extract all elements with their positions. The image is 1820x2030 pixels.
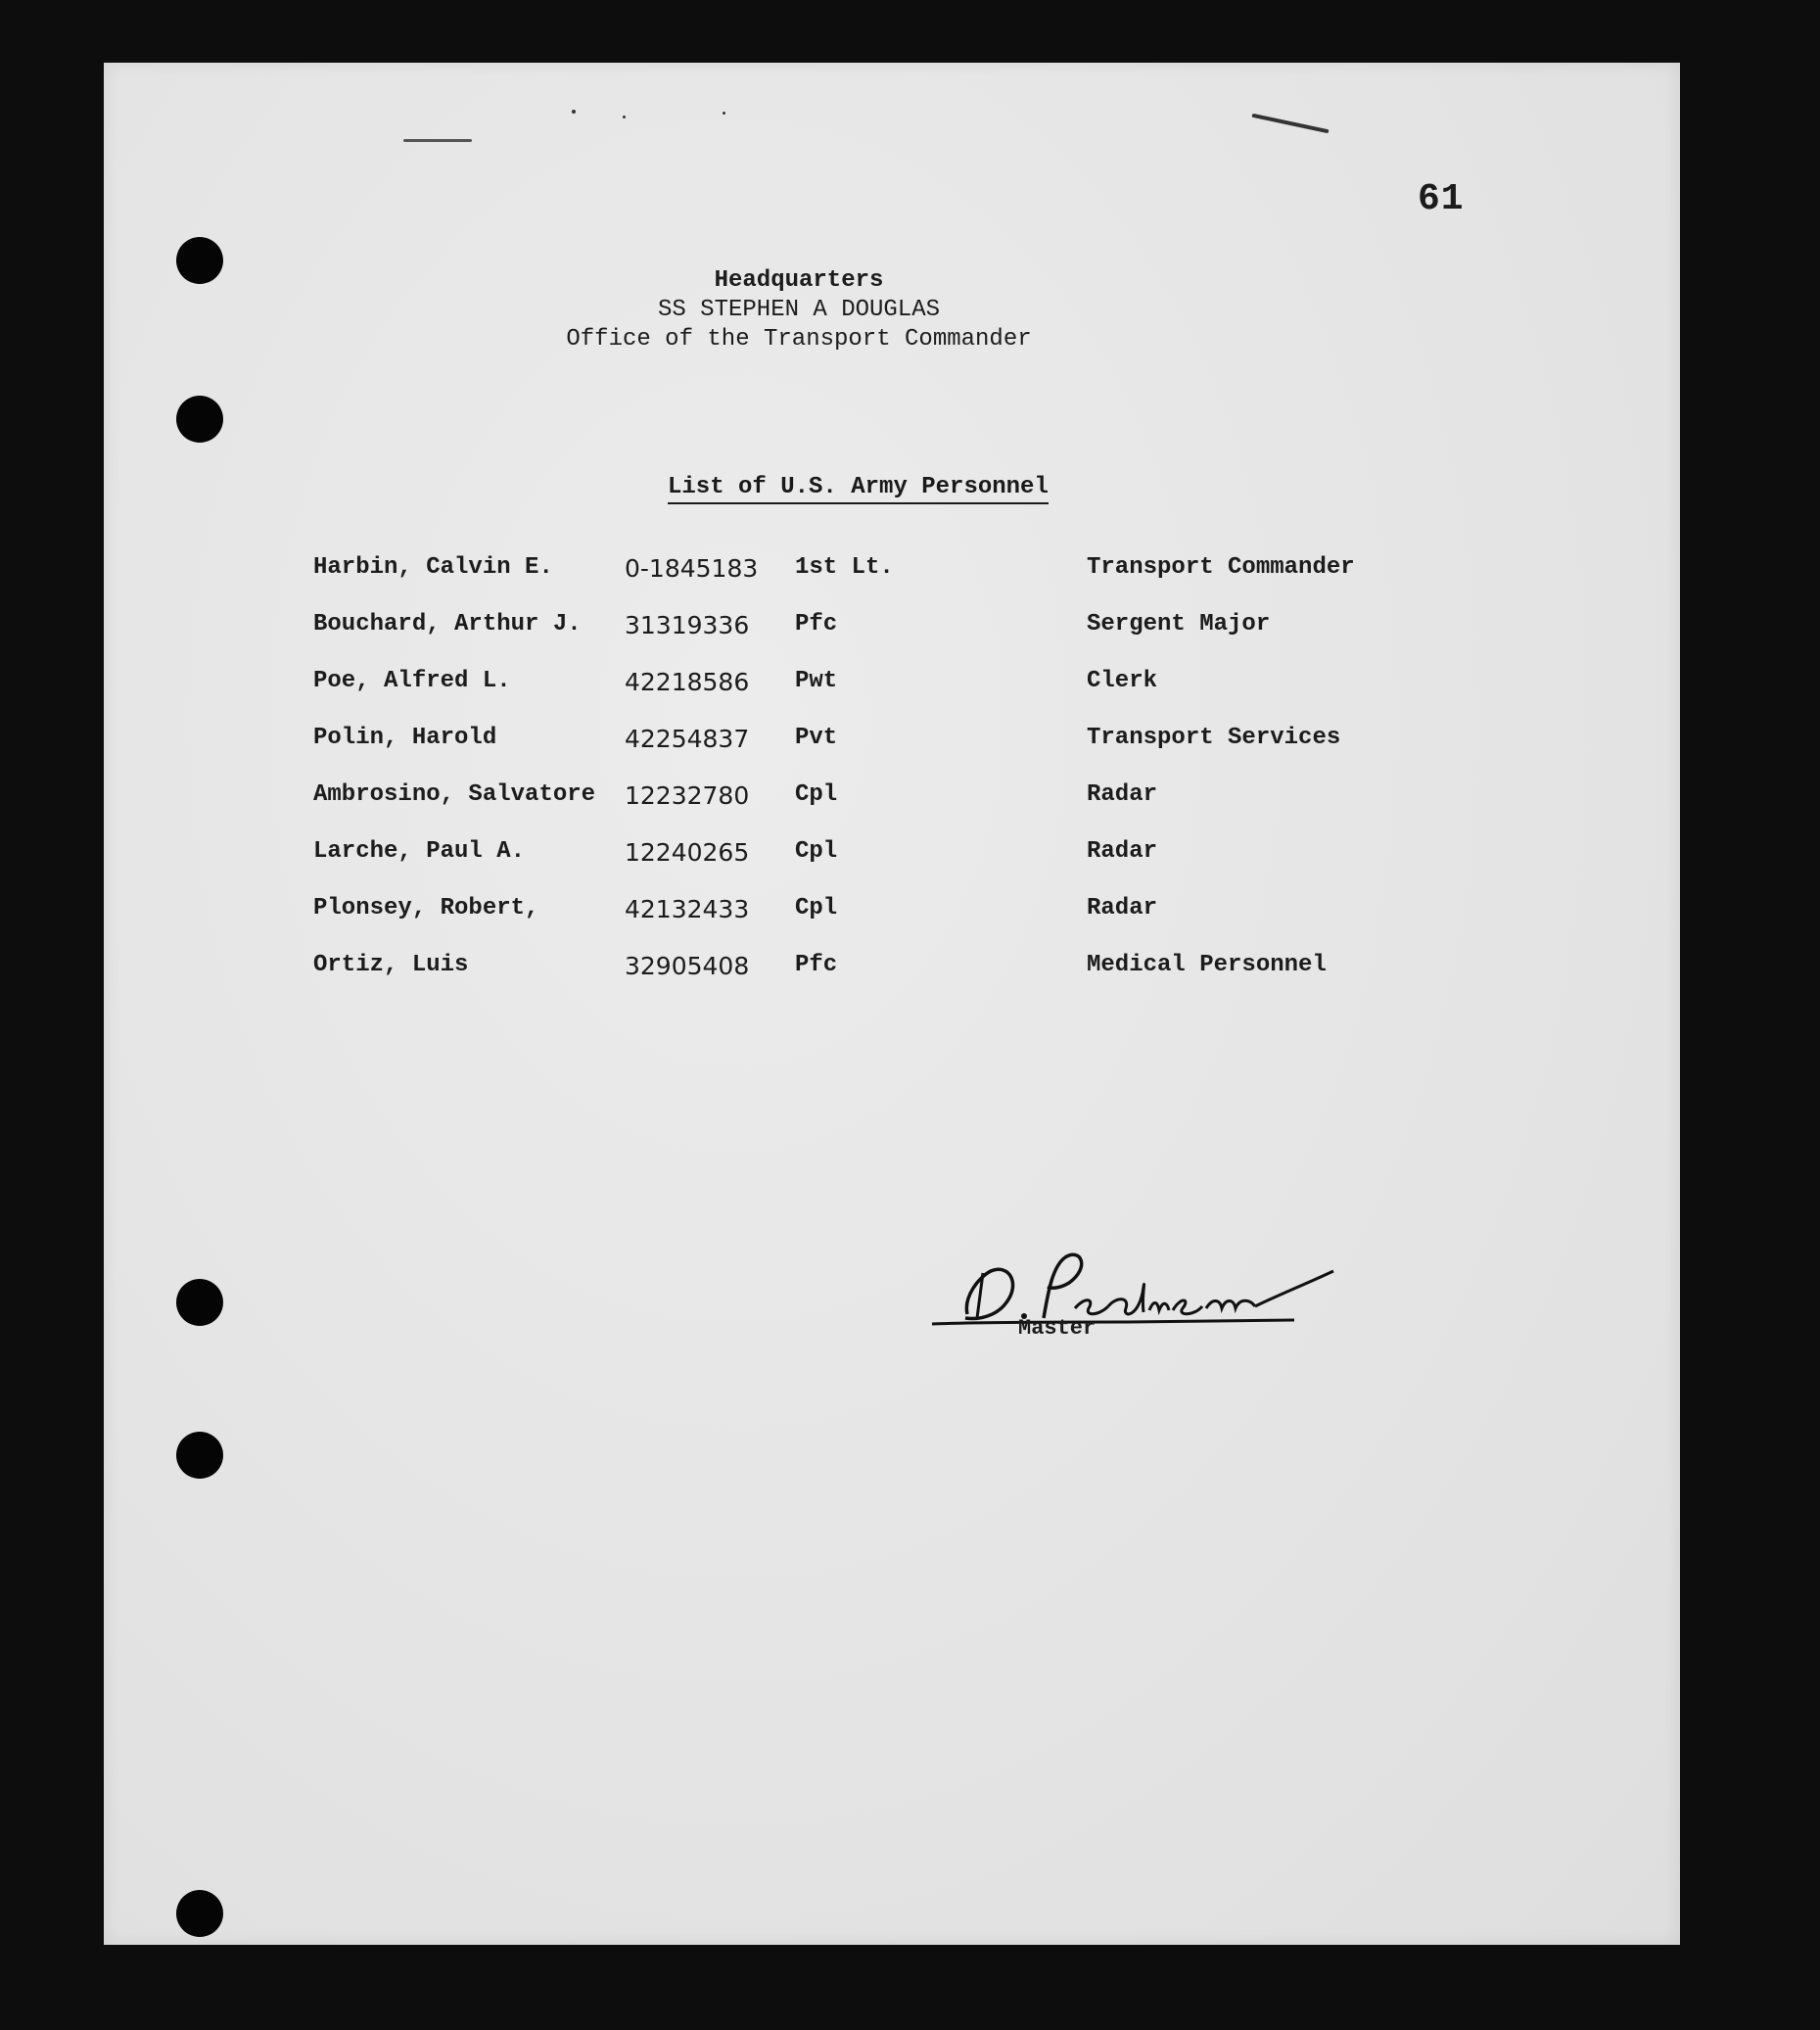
personnel-duty: Medical Personnel bbox=[1087, 952, 1327, 978]
personnel-name: Polin, Harold bbox=[313, 725, 497, 751]
personnel-rank: Cpl bbox=[795, 895, 838, 921]
personnel-rank: Cpl bbox=[795, 781, 838, 808]
personnel-duty: Transport Commander bbox=[1087, 554, 1355, 581]
personnel-serial: 42132433 bbox=[625, 895, 750, 923]
personnel-rank: Pfc bbox=[795, 611, 838, 637]
personnel-rank: Pfc bbox=[795, 952, 838, 978]
punch-hole bbox=[176, 1432, 223, 1479]
list-title: List of U.S. Army Personnel bbox=[668, 474, 1049, 504]
personnel-duty: Radar bbox=[1087, 895, 1158, 921]
header-office: Office of the Transport Commander bbox=[566, 326, 1032, 353]
personnel-serial: 12232780 bbox=[625, 781, 750, 810]
header-headquarters: Headquarters bbox=[714, 267, 884, 294]
handwritten-signature bbox=[922, 1238, 1431, 1345]
personnel-name: Bouchard, Arthur J. bbox=[313, 611, 582, 637]
personnel-rank: Pwt bbox=[795, 668, 838, 694]
punch-hole bbox=[176, 1279, 223, 1326]
personnel-duty: Radar bbox=[1087, 838, 1158, 865]
punch-hole bbox=[176, 396, 223, 443]
header-ship-name: SS STEPHEN A DOUGLAS bbox=[657, 297, 941, 323]
personnel-name: Plonsey, Robert, bbox=[313, 895, 539, 921]
personnel-rank: 1st Lt. bbox=[795, 554, 894, 581]
personnel-serial: 32905408 bbox=[625, 952, 750, 980]
page-number: 61 bbox=[1418, 178, 1465, 220]
personnel-name: Poe, Alfred L. bbox=[313, 668, 511, 694]
personnel-duty: Clerk bbox=[1087, 668, 1158, 694]
personnel-name: Ambrosino, Salvatore bbox=[313, 781, 596, 808]
signature-title: Master bbox=[1018, 1316, 1097, 1341]
personnel-duty: Transport Services bbox=[1087, 725, 1341, 751]
personnel-duty: Radar bbox=[1087, 781, 1158, 808]
personnel-serial: 42218586 bbox=[625, 668, 750, 696]
personnel-serial: 42254837 bbox=[625, 725, 750, 753]
personnel-serial: 0-1845183 bbox=[625, 554, 759, 583]
personnel-name: Larche, Paul A. bbox=[313, 838, 526, 865]
punch-hole bbox=[176, 1890, 223, 1937]
personnel-rank: Cpl bbox=[795, 838, 838, 865]
personnel-rank: Pvt bbox=[795, 725, 838, 751]
personnel-serial: 31319336 bbox=[625, 611, 750, 639]
personnel-serial: 12240265 bbox=[625, 838, 750, 867]
document-page bbox=[104, 63, 1680, 1945]
personnel-duty: Sergent Major bbox=[1087, 611, 1271, 637]
personnel-name: Harbin, Calvin E. bbox=[313, 554, 553, 581]
personnel-name: Ortiz, Luis bbox=[313, 952, 469, 978]
document-header bbox=[104, 266, 1680, 354]
